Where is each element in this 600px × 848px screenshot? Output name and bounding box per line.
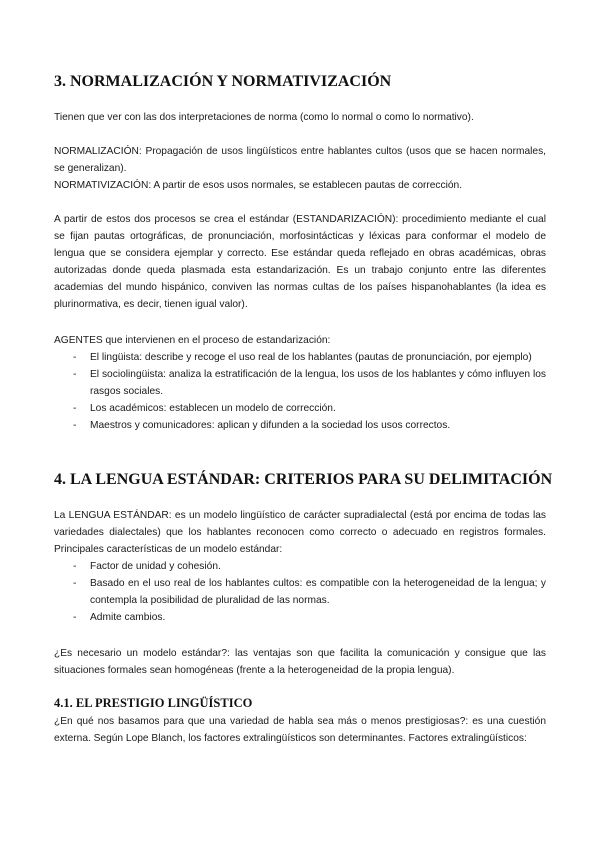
- list-item-text: Admite cambios.: [90, 612, 166, 623]
- list-item: [54, 400, 546, 417]
- agentes-block: [54, 332, 546, 434]
- section-4-heading: 4. LA LENGUA ESTÁNDAR: CRITERIOS PARA SU DELIMITACIÓN: [54, 471, 553, 488]
- list-item: [54, 558, 546, 575]
- estandarizacion-block: [54, 211, 546, 313]
- list-item: [54, 575, 546, 609]
- bullet-dash: -: [73, 561, 77, 572]
- agentes-intro: AGENTES que intervienen en el proceso de estandarización:: [54, 335, 331, 346]
- intro-paragraph: Tienen que ver con las dos interpretaciones de norma (como lo normal o como lo normativo).: [54, 112, 474, 123]
- list-item: [54, 417, 546, 434]
- definicion-paragraph: La LENGUA ESTÁNDAR: es un modelo lingüístico de carácter supradialectal (está por encima de todas las variedades dialectales) que los hablantes reconocen como correcto o adecuado en registros formales. Principales características de un modelo estándar:: [54, 510, 546, 555]
- list-item-text: El lingüista: describe y recoge el uso real de los hablantes (pautas de pronunciación, por ejemplo): [90, 352, 532, 363]
- definitions: [54, 143, 546, 194]
- pregunta-paragraph: ¿Es necesario un modelo estándar?: las ventajas son que facilita la comunicación y consigue que las situaciones formales sean homogéneas (frente a la heterogeneidad de la propia lengua).: [54, 648, 546, 676]
- bullet-dash: -: [73, 612, 77, 623]
- bullet-dash: -: [73, 369, 77, 380]
- bullet-dash: -: [73, 403, 77, 414]
- list-item: [54, 349, 546, 366]
- section-4-1-heading: 4.1. EL PRESTIGIO LINGÜÍSTICO: [54, 696, 253, 710]
- bullet-dash: -: [73, 352, 77, 363]
- list-item: [54, 366, 546, 400]
- normalizacion-paragraph: NORMALIZACIÓN: Propagación de usos lingüísticos entre hablantes cultos (usos que se hacen normales, se generalizan).: [54, 146, 546, 174]
- bullet-dash: -: [73, 578, 77, 589]
- prestigio-block: [54, 713, 546, 747]
- pregunta-block: [54, 645, 546, 679]
- caracteristicas-list: [54, 558, 546, 626]
- prestigio-paragraph: ¿En qué nos basamos para que una variedad de habla sea más o menos prestigiosas?: es una cuestión externa. Según Lope Blanch, los factores extralingüísticos son determinantes. Factores extralingüísticos:: [54, 716, 546, 744]
- estandarizacion-paragraph: A partir de estos dos procesos se crea el estándar (ESTANDARIZACIÓN): procedimiento mediante el cual se fijan pautas ortográficas, de pronunciación, morfosintácticas y léxicas para conformar el modelo de lengua que se considera ejemplar y correcto. Ese estándar queda reflejado en obras académicas, obras autorizadas donde queda plasmada esta estandarización. Es un trabajo conjunto entre las diferentes academias del mundo hispánico, conviven las normas cultas de los países hispanohablantes (la idea es plurinormativa, es decir, tienen igual valor).: [54, 214, 546, 310]
- list-item: [54, 609, 546, 626]
- bullet-dash: -: [73, 420, 77, 431]
- normativizacion-paragraph: NORMATIVIZACIÓN: A partir de esos usos normales, se establecen pautas de corrección.: [54, 180, 463, 191]
- lengua-estandar-block: [54, 507, 546, 626]
- agentes-list: [54, 349, 546, 434]
- list-item-text: El sociolingüista: analiza la estratificación de la lengua, los usos de los hablantes y cómo influyen los rasgos sociales.: [90, 369, 546, 397]
- section-3-heading: 3. NORMALIZACIÓN Y NORMATIVIZACIÓN: [54, 73, 392, 90]
- list-item-text: Maestros y comunicadores: aplican y difunden a la sociedad los usos correctos.: [90, 420, 451, 431]
- list-item-text: Basado en el uso real de los hablantes cultos: es compatible con la heterogeneidad de la lengua; y contempla la posibilidad de pluralidad de las normas.: [90, 578, 546, 606]
- list-item-text: Factor de unidad y cohesión.: [90, 561, 221, 572]
- list-item-text: Los académicos: establecen un modelo de corrección.: [90, 403, 336, 414]
- section-3-intro: [54, 109, 546, 126]
